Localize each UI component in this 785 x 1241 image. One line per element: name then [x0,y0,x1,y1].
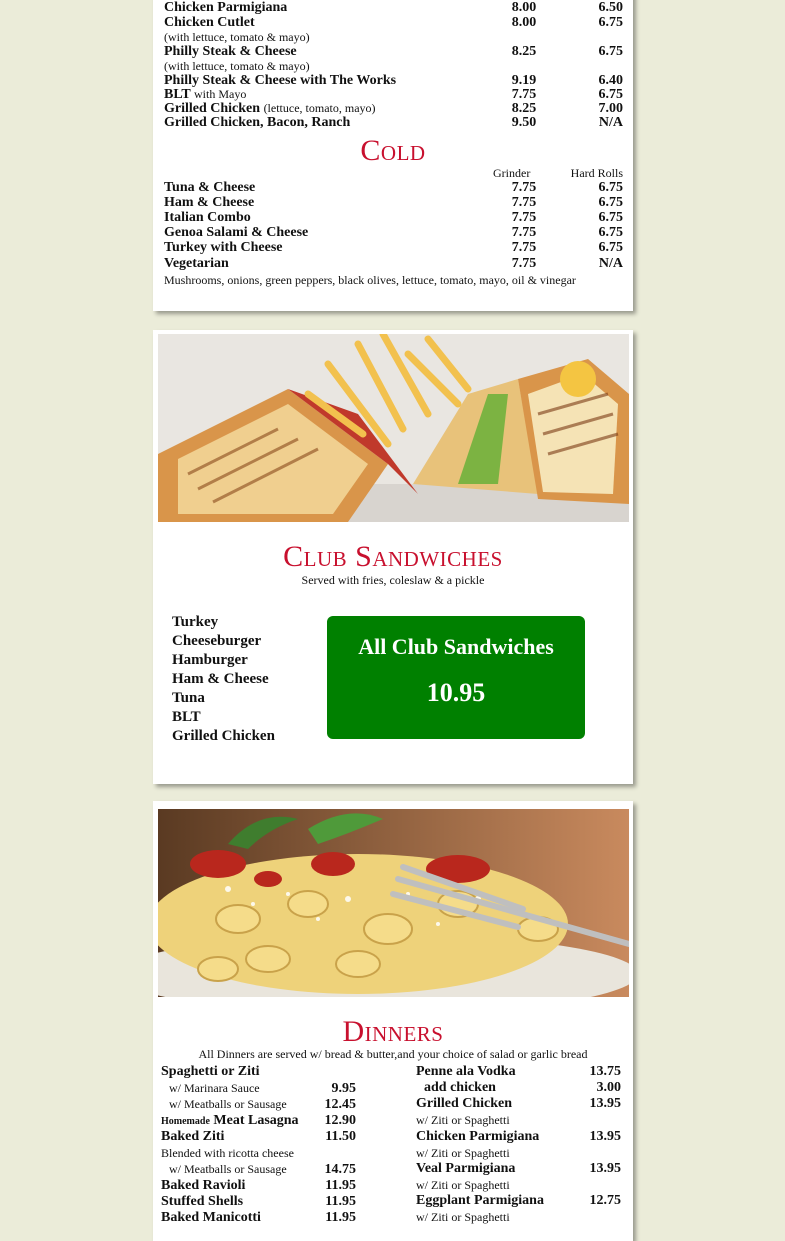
roll-price: 6.75 [598,87,623,102]
grinder-price: 7.75 [511,256,537,271]
club-price: 10.95 [426,678,486,707]
roll-price: 6.75 [598,225,623,240]
grinder-price: 7.75 [511,210,537,225]
item-name: w/ Meatballs or Sausage [169,1097,287,1111]
item-price: 13.95 [589,1096,621,1111]
item-name: add chicken [424,1080,496,1095]
dinners-subtitle: All Dinners are served w/ bread & butter,and your choice of salad or garlic bread [198,1047,588,1061]
menu-row [164,73,623,88]
item-name: w/ Ziti or Spaghetti [416,1146,510,1160]
roll-price: 6.75 [598,44,623,59]
item-price: 11.95 [325,1194,356,1209]
item-name: Blended with ricotta cheese [161,1146,294,1160]
item-name: Meat Lasagna [213,1113,299,1128]
menu-row [164,180,623,195]
grinder-price: 8.25 [511,44,537,59]
club-sandwich-image [158,334,629,522]
menu-row [164,115,623,130]
item-name: Spaghetti or Ziti [161,1064,260,1079]
item-name: Grilled Chicken [164,101,261,116]
roll-price: N/A [598,256,623,271]
item-price: 11.95 [325,1178,356,1193]
grinder-price: 9.50 [511,115,537,130]
hot-cold-menu-card [153,0,633,311]
item-name: Ham & Cheese [164,195,255,210]
item-price: 14.75 [324,1162,356,1177]
list-item: Tuna [172,690,205,706]
item-name: Veal Parmigiana [416,1161,516,1176]
menu-row [164,101,623,116]
club-price-label: All Club Sandwiches [358,634,554,659]
item-name: Chicken Parmigiana [164,0,288,15]
menu-row [164,240,623,255]
item-name: Chicken Cutlet [164,15,255,30]
pasta-image [158,809,629,997]
hard-rolls-column-header: Hard Rolls [570,166,623,180]
item-name: Grilled Chicken [416,1096,513,1111]
item-name: Tuna & Cheese [164,180,256,195]
menu-row [164,210,623,225]
grinder-price: 8.00 [511,0,537,15]
cold-section-title: Cold [360,134,426,167]
dinners-card [153,801,633,1241]
grinder-price: 8.00 [511,15,537,30]
club-item-list [172,613,275,746]
item-price: 11.50 [325,1129,356,1144]
item-name: Vegetarian [164,256,229,271]
grinder-price: 8.25 [511,101,537,116]
menu-row [164,87,623,102]
menu-row [164,44,623,59]
club-sandwiches-card [153,330,633,784]
roll-price: 6.75 [598,195,623,210]
roll-price: 6.75 [598,180,623,195]
grinder-price: 7.75 [511,180,537,195]
menu-row [164,225,623,240]
grinder-column-header: Grinder [493,166,531,180]
vegetarian-note: Mushrooms, onions, green peppers, black olives, lettuce, tomato, mayo, oil & vinegar [164,273,576,287]
roll-price: N/A [598,115,623,130]
list-item: Turkey [172,614,219,630]
pasta-photo [158,809,629,997]
item-name: Baked Manicotti [161,1210,261,1225]
menu-row [164,256,623,271]
item-price: 13.95 [589,1129,621,1144]
grinder-price: 7.75 [511,87,537,102]
item-name: w/ Meatballs or Sausage [169,1162,287,1176]
item-price: 3.00 [596,1080,621,1095]
item-name: Genoa Salami & Cheese [164,225,309,240]
menu-row [164,195,623,210]
item-name: w/ Marinara Sauce [169,1081,260,1095]
item-name: BLT [164,87,191,102]
item-name: Turkey with Cheese [164,240,283,255]
grinder-price: 9.19 [511,73,537,88]
list-item: Ham & Cheese [172,671,269,687]
item-price: 11.95 [325,1210,356,1225]
item-name: w/ Ziti or Spaghetti [416,1210,510,1224]
item-name: Philly Steak & Cheese with The Works [164,73,397,88]
item-name: Eggplant Parmigiana [416,1193,544,1208]
item-name: Baked Ziti [161,1129,225,1144]
roll-price: 6.40 [598,73,623,88]
grinder-price: 7.75 [511,240,537,255]
item-price: 12.45 [324,1097,356,1112]
list-item: Hamburger [172,652,248,668]
roll-price: 6.50 [598,0,623,15]
club-subtitle: Served with fries, coleslaw & a pickle [301,573,485,587]
roll-price: 6.75 [598,240,623,255]
item-name: Philly Steak & Cheese [164,44,297,59]
club-price-box [327,616,585,739]
list-item: BLT [172,709,201,725]
item-name: Italian Combo [164,210,251,225]
item-name: w/ Ziti or Spaghetti [416,1178,510,1192]
item-desc: with Mayo [193,87,247,101]
item-price: 9.95 [331,1081,356,1096]
roll-price: 6.75 [598,15,623,30]
item-price: 12.90 [324,1113,356,1128]
menu-row [164,0,623,15]
grinder-price: 7.75 [511,225,537,240]
club-sandwich-photo [158,334,629,522]
grinder-price: 7.75 [511,195,537,210]
roll-price: 6.75 [598,210,623,225]
item-name: w/ Ziti or Spaghetti [416,1113,510,1127]
item-name: Stuffed Shells [161,1194,244,1209]
item-price: 13.75 [589,1064,621,1079]
item-desc: (lettuce, tomato, mayo) [263,101,376,115]
item-note: (with lettuce, tomato & mayo) [164,59,310,73]
club-section-title: Club Sandwiches [283,540,503,573]
dinners-section-title: Dinners [342,1015,444,1048]
item-note: (with lettuce, tomato & mayo) [164,30,310,44]
roll-price: 7.00 [598,101,623,116]
item-prefix: Homemade [161,1116,210,1127]
item-price: 13.95 [589,1161,621,1176]
item-name: Chicken Parmigiana [416,1129,540,1144]
menu-row [164,15,623,30]
item-name: Penne ala Vodka [416,1064,516,1079]
item-name: Grilled Chicken, Bacon, Ranch [164,115,351,130]
item-name: Baked Ravioli [161,1178,246,1193]
list-item: Grilled Chicken [172,728,275,744]
item-price: 12.75 [589,1193,621,1208]
list-item: Cheeseburger [172,633,262,649]
